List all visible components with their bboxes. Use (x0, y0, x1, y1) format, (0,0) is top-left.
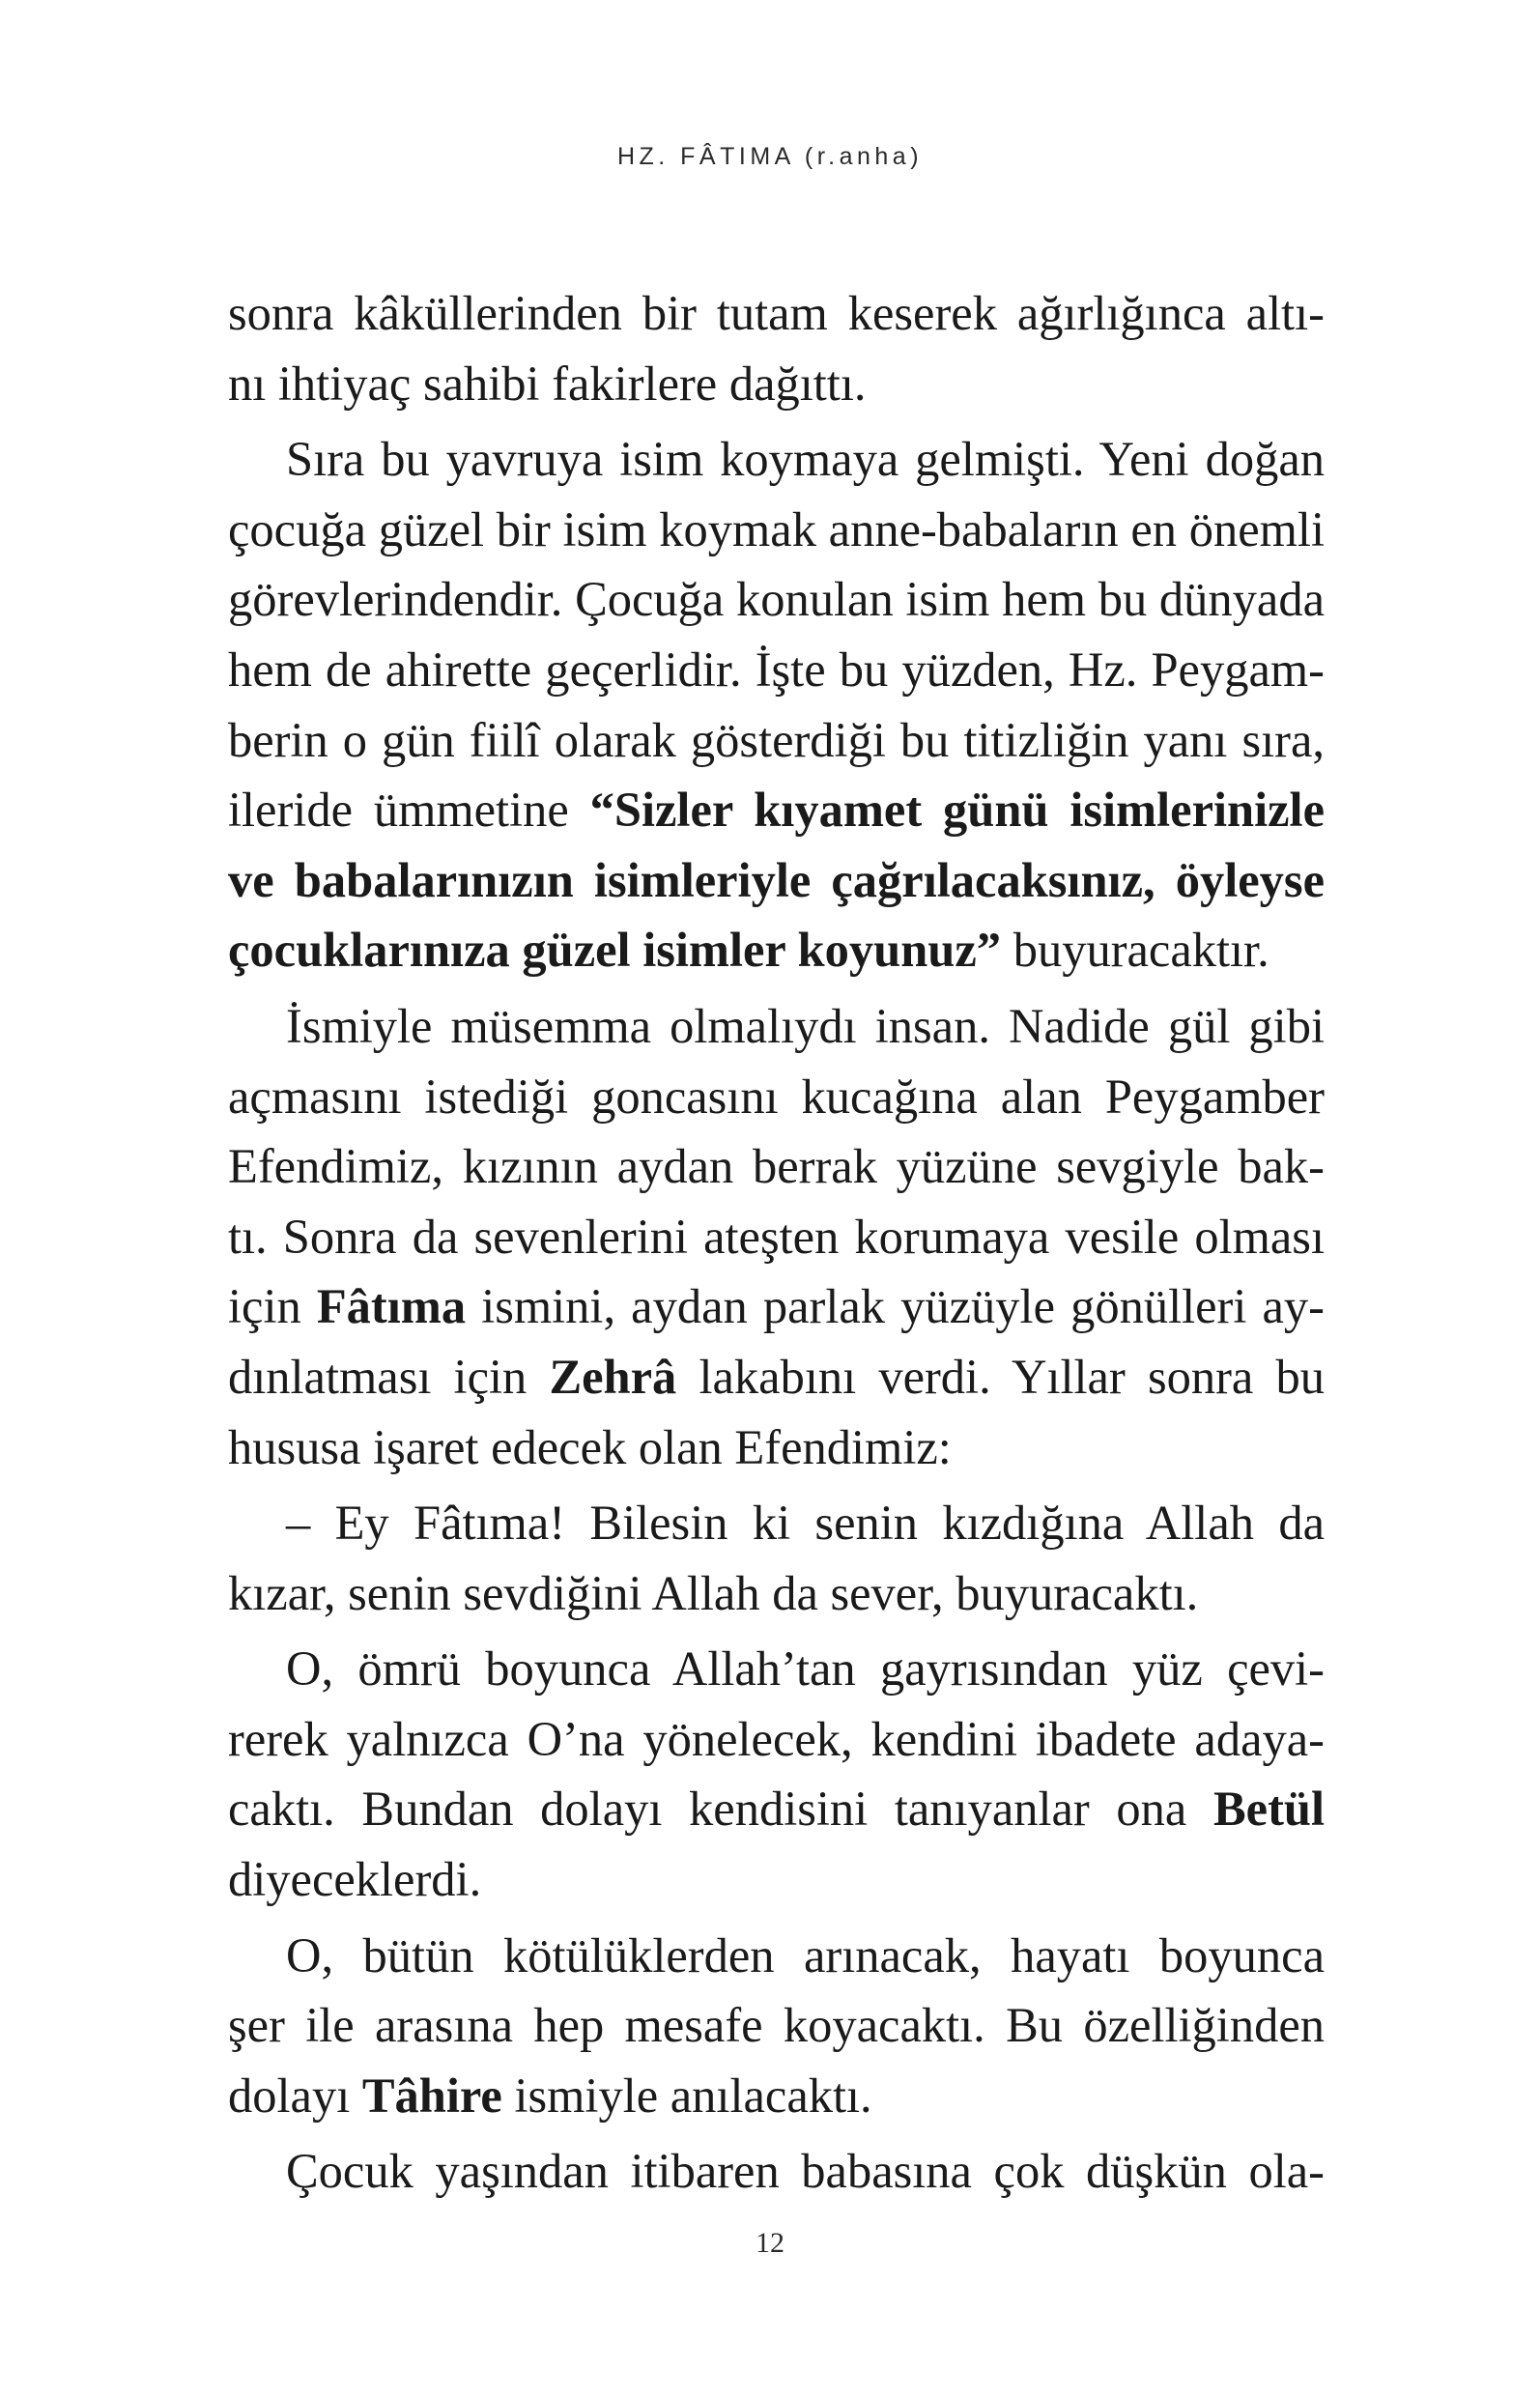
text-line: dolayı Tâhire ismiyle anılacaktı. (228, 2068, 872, 2123)
text-line: hem de ahirette geçerlidir. İşte bu yüzden, Hz. Peygam- (228, 642, 1325, 697)
hadith-quote: “Sizler kıyamet günü isimlerinizle (589, 783, 1325, 838)
text-line (228, 845, 1325, 916)
text-line: tı. Sonra da sevenlerini ateşten korumaya vesile olması (228, 1209, 1325, 1264)
text-line: nı ihtiyaç sahibi fakirlere dağıttı. (228, 356, 867, 411)
text-line: çocuklarınıza güzel isimler koyunuz” buyuracaktır. (228, 923, 1269, 978)
text-line: diyeceklerdi. (228, 1852, 482, 1907)
name-zehra: Zehrâ (549, 1349, 677, 1404)
text-line: kızar, senin sevdiğini Allah da sever, buyuracaktı. (228, 1565, 1199, 1620)
page-number: 12 (756, 2227, 784, 2259)
text-line: sonra kâküllerinden bir tutam keserek ağırlığınca altı- (228, 286, 1325, 340)
text-line: çocuğa güzel bir isim koymak anne-babaların en önemli (228, 501, 1325, 556)
name-betul: Betül (1212, 1782, 1325, 1837)
text-line: hususa işaret edecek olan Efendimiz: (228, 1419, 952, 1474)
text-line: şer ile arasına hep mesafe koyacaktı. Bu özelliğinden (228, 1998, 1325, 2053)
text-line: O, bütün kötülüklerden arınacak, hayatı boyunca (286, 1927, 1325, 1982)
name-tahire: Tâhire (361, 2068, 502, 2123)
running-title: HZ. FÂTIMA (r.anha) (616, 143, 924, 170)
text-line: rerek yalnızca O’na yönelecek, kendini ibadete adaya- (228, 1711, 1325, 1766)
text-line: – Ey Fâtıma! Bilesin ki senin kızdığına Allah da (286, 1496, 1325, 1551)
body-text (228, 278, 1325, 2207)
text-line: Çocuk yaşından itibaren babasına çok düşkün ola- (286, 2144, 1325, 2199)
text-line: dınlatması için Zehrâ lakabını verdi. Yıllar sonra bu (228, 1349, 1326, 1404)
text-line: Efendimiz, kızının aydan berrak yüzüne sevgiyle bak- (228, 1139, 1325, 1194)
hadith-quote: ve babalarınızın isimleriyle çağrılacaksınız, öyleyse (228, 852, 1325, 907)
text-line: ileride ümmetine “Sizler kıyamet günü isimlerinizle (228, 783, 1325, 838)
text-line: caktı. Bundan dolayı kendisini tanıyanlar ona Betül (228, 1782, 1325, 1837)
text-line: Sıra bu yavruya isim koymaya gelmişti. Yeni doğan (286, 432, 1325, 487)
text-line: berin o gün fiilî olarak gösterdiği bu titizliğin yanı sıra, (228, 712, 1325, 767)
name-fatima: Fâtıma (316, 1279, 467, 1334)
text-line: açmasını istediği goncasını kucağına alan Peygamber (228, 1069, 1325, 1124)
hadith-quote: çocuklarınıza güzel isimler koyunuz” (228, 923, 1002, 978)
text-line: O, ömrü boyunca Allah’tan gayrısından yüz çevi- (286, 1641, 1325, 1697)
text-line: İsmiyle müsemma olmalıydı insan. Nadide gül gibi (286, 998, 1325, 1053)
text-line: görevlerindendir. Çocuğa konulan isim hem bu dünyada (228, 572, 1325, 627)
text-line: için Fâtıma ismini, aydan parlak yüzüyle gönülleri ay- (228, 1279, 1325, 1334)
